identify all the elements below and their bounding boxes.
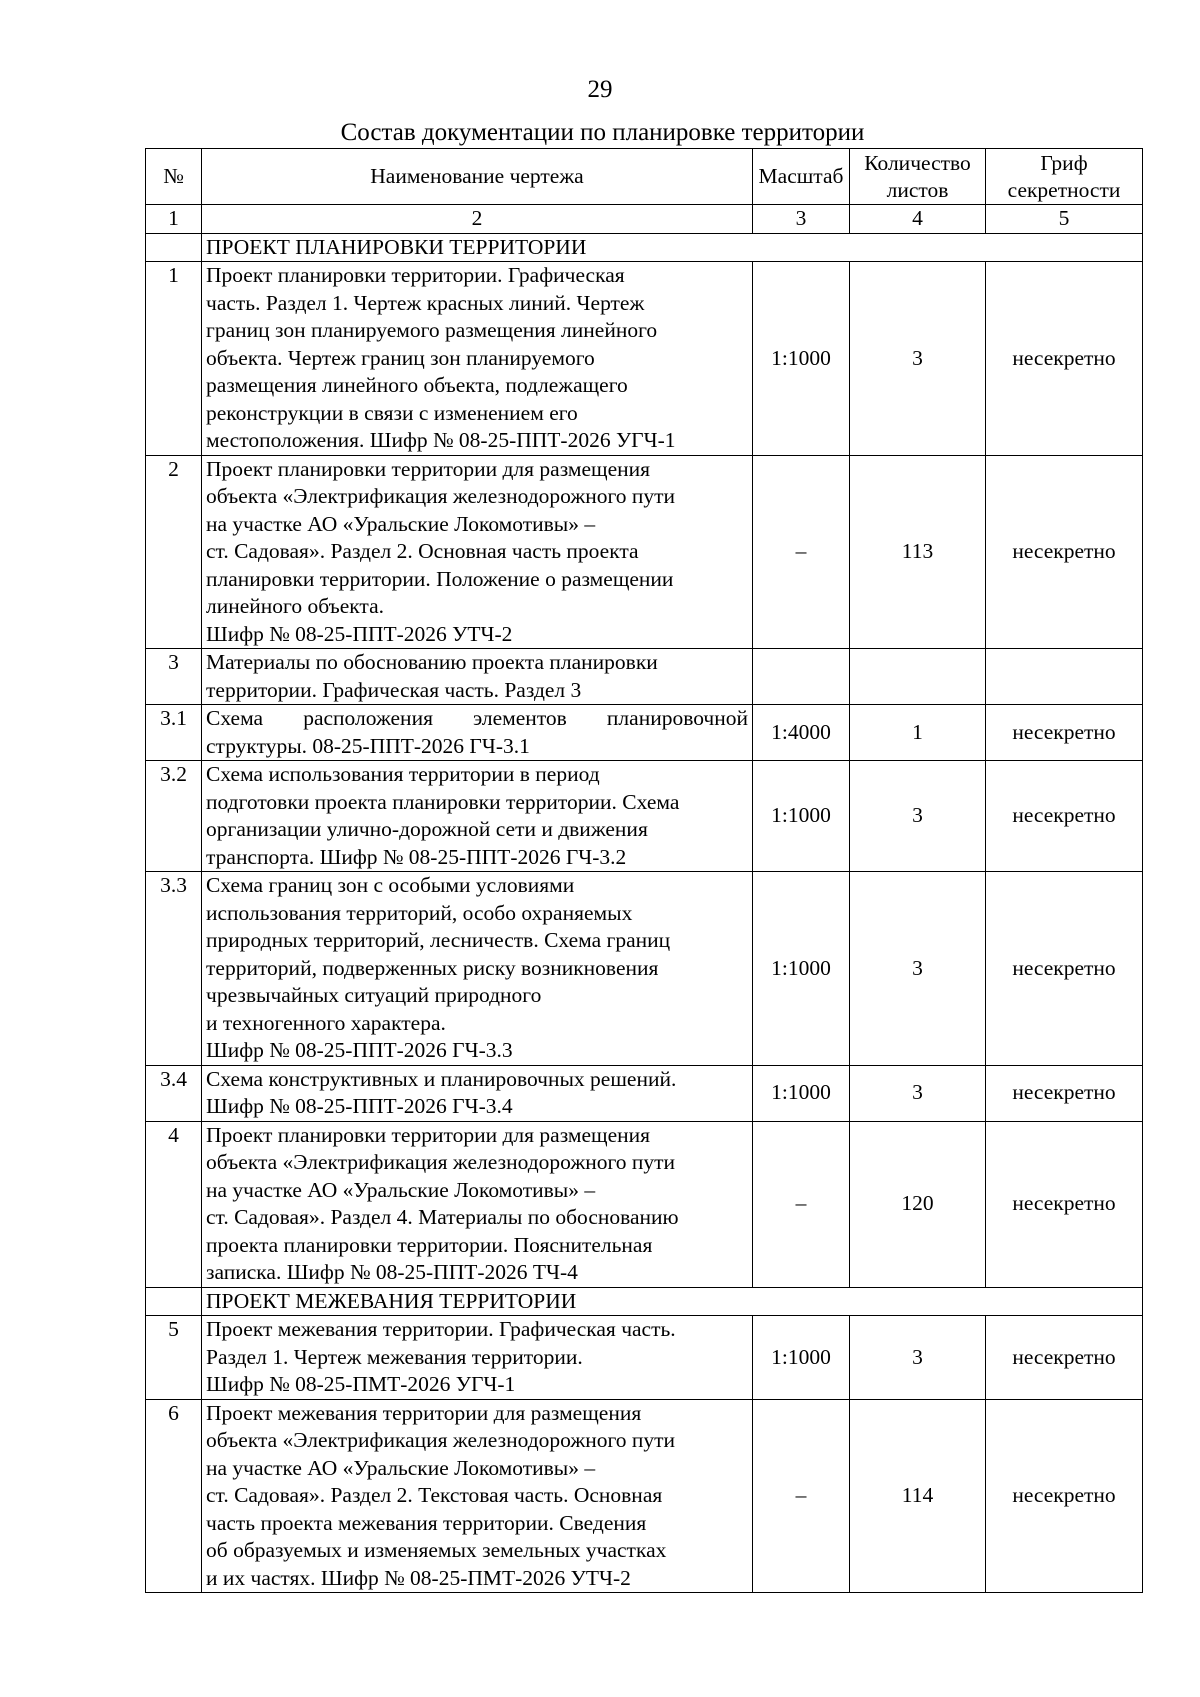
row-sheets: 113 — [850, 455, 986, 649]
table-row — [146, 1065, 1143, 1121]
row-grif: несекретно — [986, 455, 1143, 649]
row-name-line: и техногенного характера. — [206, 1010, 446, 1035]
row-name-line: территории. Графическая часть. Раздел 3 — [206, 677, 582, 702]
row-name-line: на участке АО «Уральские Локомотивы» – — [206, 511, 596, 536]
column-index: 1 — [146, 205, 202, 234]
column-index: 3 — [753, 205, 850, 234]
row-sheets: 3 — [850, 872, 986, 1066]
row-name-line: ст. Садовая». Раздел 2. Текстовая часть. Основная — [206, 1483, 663, 1507]
row-sheets: 120 — [850, 1121, 986, 1287]
row-name-line: местоположения. Шифр № 08-25-ППТ-2026 УГЧ-1 — [206, 428, 676, 452]
section-heading: ПРОЕКТ МЕЖЕВАНИЯ ТЕРРИТОРИИ — [202, 1287, 1143, 1316]
row-sheets: 3 — [850, 262, 986, 456]
row-name — [202, 761, 753, 872]
row-number: 4 — [146, 1121, 202, 1287]
row-name-line: часть проекта межевания территории. Сведения — [206, 1510, 647, 1535]
row-name-line: реконструкции в связи с изменением его — [206, 400, 578, 425]
section-num-cell — [146, 233, 202, 262]
row-name-line: Шифр № 08-25-ППТ-2026 УТЧ-2 — [206, 621, 513, 646]
row-name-line: проекта планировки территории. Пояснительная — [206, 1232, 653, 1257]
row-name-line: на участке АО «Уральские Локомотивы» – — [206, 1177, 596, 1202]
row-grif: несекретно — [986, 1399, 1143, 1593]
row-scale: – — [753, 1121, 850, 1287]
row-scale: 1:4000 — [753, 705, 850, 761]
row-name-line: Материалы по обоснованию проекта планировки — [206, 650, 658, 674]
row-name-line: чрезвычайных ситуаций природного — [206, 983, 542, 1007]
table-row — [146, 649, 1143, 705]
row-sheets: 1 — [850, 705, 986, 761]
row-scale: 1:1000 — [753, 1316, 850, 1400]
row-name-line: использования территорий, особо охраняемых — [206, 900, 633, 925]
header-scale: Масштаб — [753, 149, 850, 205]
row-name-line: и их частях. Шифр № 08-25-ПМТ-2026 УТЧ-2 — [206, 1565, 631, 1590]
row-number: 3.3 — [146, 872, 202, 1066]
row-name-line: Схема расположения элементов планировочной — [206, 706, 748, 730]
header-num: № — [146, 149, 202, 205]
row-number: 3 — [146, 649, 202, 705]
row-grif: несекретно — [986, 705, 1143, 761]
row-name — [202, 1399, 753, 1593]
section-row — [146, 233, 1143, 262]
table-header-row — [146, 149, 1143, 205]
row-name-line: Проект планировки территории. Графическая — [206, 263, 625, 287]
page-number: 29 — [587, 76, 613, 103]
row-sheets: 114 — [850, 1399, 986, 1593]
row-name-line: подготовки проекта планировки территории. Схема — [206, 789, 680, 814]
row-name-line: на участке АО «Уральские Локомотивы» – — [206, 1455, 596, 1480]
column-index: 2 — [202, 205, 753, 234]
row-sheets: 3 — [850, 1316, 986, 1400]
row-name — [202, 649, 753, 705]
row-number: 3.1 — [146, 705, 202, 761]
row-name — [202, 1065, 753, 1121]
header-name: Наименование чертежа — [202, 149, 753, 205]
row-grif: несекретно — [986, 872, 1143, 1066]
column-index-row — [146, 205, 1143, 234]
row-name-line: транспорта. Шифр № 08-25-ППТ-2026 ГЧ-3.2 — [206, 844, 627, 869]
row-name-line: об образуемых и изменяемых земельных участках — [206, 1538, 667, 1562]
row-name-line: записка. Шифр № 08-25-ППТ-2026 ТЧ-4 — [206, 1260, 578, 1284]
row-name-line: Проект планировки территории для размещения — [206, 456, 651, 481]
row-name-line: Проект межевания территории. Графическая часть. — [206, 1317, 676, 1341]
table-row — [146, 872, 1143, 1066]
row-name-line: ст. Садовая». Раздел 2. Основная часть проекта — [206, 539, 639, 563]
row-name-line: размещения линейного объекта, подлежащего — [206, 373, 628, 397]
row-name-line: Схема конструктивных и планировочных решений. — [206, 1066, 677, 1091]
documentation-table — [145, 148, 1143, 1593]
row-grif: несекретно — [986, 761, 1143, 872]
row-name-line: линейного объекта. — [206, 594, 385, 618]
row-scale: 1:1000 — [753, 761, 850, 872]
section-num-cell — [146, 1287, 202, 1316]
row-scale: – — [753, 455, 850, 649]
row-number: 3.4 — [146, 1065, 202, 1121]
table-row — [146, 705, 1143, 761]
table-row — [146, 455, 1143, 649]
column-index: 4 — [850, 205, 986, 234]
row-number: 3.2 — [146, 761, 202, 872]
table-row — [146, 1316, 1143, 1400]
table-row — [146, 761, 1143, 872]
table-row — [146, 1121, 1143, 1287]
row-sheets: 3 — [850, 1065, 986, 1121]
row-name-line: Шифр № 08-25-ППТ-2026 ГЧ-3.3 — [206, 1038, 513, 1062]
row-grif: несекретно — [986, 1065, 1143, 1121]
row-scale — [753, 649, 850, 705]
row-name-line: объекта «Электрификация железнодорожного пути — [206, 1150, 676, 1174]
row-name-line: Шифр № 08-25-ПМТ-2026 УГЧ-1 — [206, 1372, 516, 1396]
row-name-line: объекта. Чертеж границ зон планируемого — [206, 345, 595, 370]
table-row — [146, 262, 1143, 456]
row-scale: 1:1000 — [753, 872, 850, 1066]
table-row — [146, 1399, 1143, 1593]
row-scale: 1:1000 — [753, 1065, 850, 1121]
row-name — [202, 872, 753, 1066]
row-name — [202, 1316, 753, 1400]
column-index: 5 — [986, 205, 1143, 234]
row-name-line: объекта «Электрификация железнодорожного пути — [206, 484, 676, 508]
row-name — [202, 1121, 753, 1287]
row-sheets: 3 — [850, 761, 986, 872]
row-name-line: границ зон планируемого размещения линейного — [206, 318, 658, 342]
row-name-line: ст. Садовая». Раздел 4. Материалы по обоснованию — [206, 1205, 679, 1229]
row-name — [202, 262, 753, 456]
header-grif: Гриф секретности — [986, 149, 1143, 205]
row-number: 1 — [146, 262, 202, 456]
row-number: 2 — [146, 455, 202, 649]
row-name-line: планировки территории. Положение о размещении — [206, 566, 674, 591]
row-name-line: Раздел 1. Чертеж межевания территории. — [206, 1344, 583, 1369]
row-name-line: объекта «Электрификация железнодорожного пути — [206, 1428, 676, 1452]
row-scale: – — [753, 1399, 850, 1593]
row-name-line: Проект межевания территории для размещения — [206, 1400, 642, 1425]
row-number: 5 — [146, 1316, 202, 1400]
row-name-line: Схема использования территории в период — [206, 762, 600, 786]
table-body — [146, 205, 1143, 1593]
section-heading: ПРОЕКТ ПЛАНИРОВКИ ТЕРРИТОРИИ — [202, 233, 1143, 262]
row-grif: несекретно — [986, 1316, 1143, 1400]
row-name-line: Шифр № 08-25-ППТ-2026 ГЧ-3.4 — [206, 1094, 513, 1118]
row-scale: 1:1000 — [753, 262, 850, 456]
row-number: 6 — [146, 1399, 202, 1593]
row-name-line: природных территорий, лесничеств. Схема границ — [206, 928, 671, 952]
row-name-line: территорий, подверженных риску возникновения — [206, 955, 659, 980]
row-grif: несекретно — [986, 1121, 1143, 1287]
row-name-line: часть. Раздел 1. Чертеж красных линий. Чертеж — [206, 290, 645, 315]
row-grif — [986, 649, 1143, 705]
row-name-line: организации улично-дорожной сети и движения — [206, 817, 648, 841]
row-name — [202, 455, 753, 649]
document-title: Состав документации по планировке территории — [340, 119, 865, 146]
row-name — [202, 705, 753, 761]
row-sheets — [850, 649, 986, 705]
row-name-line: Схема границ зон с особыми условиями — [206, 873, 575, 897]
row-name-line: структуры. 08-25-ППТ-2026 ГЧ-3.1 — [206, 733, 530, 758]
section-row — [146, 1287, 1143, 1316]
header-sheets: Количество листов — [850, 149, 986, 205]
row-name-line: Проект планировки территории для размещения — [206, 1122, 651, 1147]
row-grif: несекретно — [986, 262, 1143, 456]
